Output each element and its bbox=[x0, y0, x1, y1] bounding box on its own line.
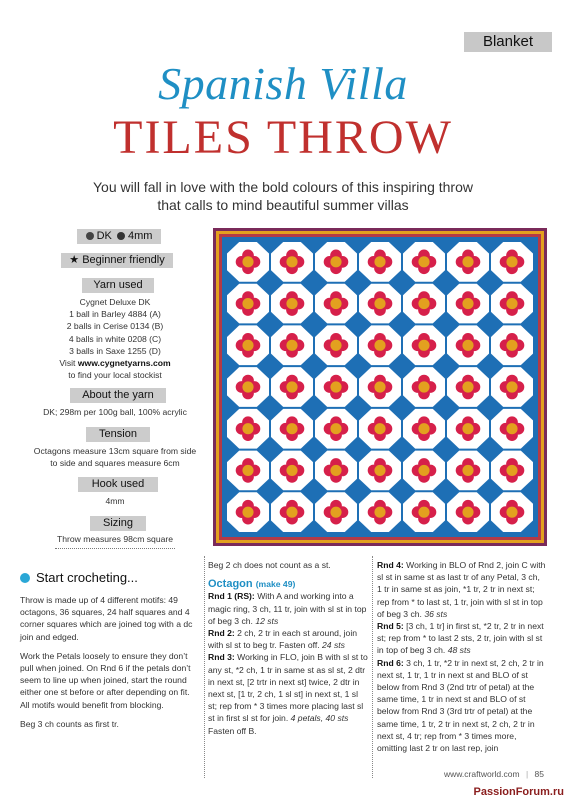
intro-line-1: You will fall in love with the bold colours of this inspiring throw bbox=[92, 179, 473, 195]
round-3: Rnd 3: Working in FLO, join B with sl st to any st, *2 ch, 1 tr in same st as sl st, 2 dtr in next st, [2 trtr in next st] twice, 2 dtr in next st, [1 tr, 2 ch, 1 sl st] in next st, 1 sl st; rep from * 3 times more placing last sl st in first sl st for join. 4 petals, 40 sts bbox=[208, 652, 368, 724]
round-6: Rnd 6: 3 ch, 1 tr, *2 tr in next st, 2 ch, 2 tr in next st, 1 tr, 1 tr in next st and BLO of st below from Rnd 3 (2nd trtr of petal) at the same time, 1 tr in next st and BLO of st below from Rnd 3 (3rd trtr of petal) at the same time, 1 tr, 2 tr in next st, 2 ch, 2 tr in next st, 4 tr; rep from * 3 times more, omitting last 2 tr on last rep, join bbox=[377, 657, 544, 754]
round-5: Rnd 5: [3 ch, 1 tr] in first st, *2 tr, 2 tr in next st; rep from * to last 2 sts, 2 tr, join with sl st in top of beg 3 ch. 48 sts bbox=[377, 621, 544, 656]
flower-center bbox=[374, 381, 385, 392]
yarn-line: 3 balls in Saxe 1255 (D) bbox=[69, 345, 161, 356]
flower-center bbox=[242, 465, 253, 476]
flower-center bbox=[330, 340, 341, 351]
start-column bbox=[20, 594, 198, 737]
flower-center bbox=[286, 423, 297, 434]
flower-center bbox=[374, 423, 385, 434]
star-icon: ★ bbox=[69, 254, 80, 266]
hook-icon bbox=[117, 232, 125, 240]
round-4: Rnd 4: Working in BLO of Rnd 2, join C with sl st in same st as last tr of any Petal, 3 ch, 1 tr in same st as join, *1 tr, 2 tr in next st; rep from * to last st, 1 tr, join with sl st in top of beg 3 ch. 36 sts bbox=[377, 560, 546, 619]
flower-center bbox=[506, 340, 517, 351]
flower-center bbox=[374, 298, 385, 309]
flower-center bbox=[286, 465, 297, 476]
flower-center bbox=[286, 381, 297, 392]
flower-center bbox=[506, 381, 517, 392]
yarn-used-heading: Yarn used bbox=[82, 278, 154, 293]
weight-value: DK bbox=[96, 230, 112, 242]
flower-center bbox=[242, 381, 253, 392]
tension-text bbox=[20, 445, 210, 469]
section-tag: Blanket bbox=[464, 32, 552, 52]
yarn-ball-icon bbox=[86, 232, 94, 240]
yarn-used-list bbox=[20, 296, 210, 381]
middle-p0: Beg 2 ch does not count as a st. bbox=[208, 560, 331, 570]
tension-line-2: to side and squares measure 6cm bbox=[50, 458, 180, 469]
flower-center bbox=[242, 423, 253, 434]
flower-center bbox=[506, 465, 517, 476]
flower-center bbox=[418, 256, 429, 267]
flower-center bbox=[506, 256, 517, 267]
flower-center bbox=[374, 507, 385, 518]
flower-center bbox=[462, 381, 473, 392]
flower-center bbox=[330, 381, 341, 392]
yarn-line: 1 ball in Barley 4884 (A) bbox=[69, 309, 161, 320]
flower-center bbox=[330, 507, 341, 518]
divider-dotted bbox=[55, 548, 175, 549]
flower-center bbox=[506, 298, 517, 309]
hook-used-heading: Hook used bbox=[78, 477, 158, 492]
flower-center bbox=[330, 465, 341, 476]
blanket-photo bbox=[213, 228, 547, 546]
blanket-illustration bbox=[213, 228, 547, 546]
flower-center bbox=[418, 507, 429, 518]
sizing-text: Throw measures 98cm square bbox=[56, 534, 174, 544]
flower-center bbox=[418, 381, 429, 392]
page-number: 85 bbox=[534, 769, 544, 779]
flower-center bbox=[418, 298, 429, 309]
column-divider bbox=[204, 556, 205, 778]
flower-center bbox=[286, 298, 297, 309]
yarn-line: 4 balls in white 0208 (C) bbox=[68, 333, 162, 344]
flower-center bbox=[374, 256, 385, 267]
level-bar bbox=[61, 253, 173, 268]
stockist-link[interactable]: www.cygnetyarns.com bbox=[77, 358, 171, 369]
flower-center bbox=[242, 298, 253, 309]
yarn-line: 2 balls in Cerise 0134 (B) bbox=[66, 321, 164, 332]
start-p3: Beg 3 ch counts as first tr. bbox=[20, 718, 119, 729]
flower-center bbox=[462, 423, 473, 434]
column-divider bbox=[372, 556, 373, 778]
flower-center bbox=[286, 340, 297, 351]
flower-center bbox=[330, 423, 341, 434]
round-1: Rnd 1 (RS): With A and working into a magic ring, 3 ch, 11 tr, join with sl st in top of beg 3 ch. 12 sts bbox=[208, 591, 367, 626]
flower-center bbox=[462, 298, 473, 309]
flower-center bbox=[242, 256, 253, 267]
intro bbox=[60, 178, 506, 214]
round-2: Rnd 2: 2 ch, 2 tr in each st around, join with sl st to beg tr. Fasten off. 24 sts bbox=[208, 628, 358, 651]
footer-separator: | bbox=[525, 769, 529, 779]
flower-center bbox=[462, 465, 473, 476]
flower-center bbox=[286, 507, 297, 518]
watermark: PassionForum.ru bbox=[473, 786, 564, 798]
flower-center bbox=[462, 256, 473, 267]
start-heading: Start crocheting... bbox=[20, 570, 138, 585]
flower-center bbox=[418, 340, 429, 351]
footer-site[interactable]: www.craftworld.com bbox=[443, 769, 520, 779]
about-yarn-text: DK; 298m per 100g ball, 100% acrylic bbox=[43, 407, 187, 417]
tension-heading: Tension bbox=[86, 427, 150, 442]
bullet-icon bbox=[20, 573, 30, 583]
visit-suffix: to find your local stockist bbox=[68, 370, 162, 381]
flower-center bbox=[242, 507, 253, 518]
start-p1: Throw is made up of 4 different motifs: 49 octagons, 36 squares, 24 half squares and 4 corner squares which are joined tog with a dc join and edged. bbox=[20, 595, 193, 642]
flower-center bbox=[462, 507, 473, 518]
about-yarn-heading: About the yarn bbox=[70, 388, 166, 403]
middle-column bbox=[208, 559, 368, 737]
octagon-heading: Octagon (make 49) bbox=[208, 578, 296, 591]
flower-center bbox=[374, 465, 385, 476]
spec-bar bbox=[77, 229, 161, 244]
fasten-off: Fasten off B. bbox=[208, 725, 257, 736]
right-column bbox=[377, 559, 547, 754]
flower-center bbox=[286, 256, 297, 267]
flower-center bbox=[462, 340, 473, 351]
flower-center bbox=[418, 465, 429, 476]
start-p2: Work the Petals loosely to ensure they don’t pull when joined. On Rnd 6 if the petals don’t seem to line up when joined, start the round either one st before or after depending on fit. All motifs would benefit from blocking. bbox=[20, 650, 191, 710]
flower-center bbox=[330, 298, 341, 309]
level-value: Beginner friendly bbox=[82, 254, 165, 266]
footer bbox=[330, 769, 544, 779]
flower-center bbox=[506, 423, 517, 434]
visit-line: Visit www.cygnetyarns.com bbox=[59, 358, 171, 369]
flower-center bbox=[374, 340, 385, 351]
hook-value: 4mm bbox=[128, 230, 153, 242]
hook-used-text: 4mm bbox=[105, 496, 125, 506]
sizing-heading: Sizing bbox=[90, 516, 146, 531]
flower-center bbox=[506, 507, 517, 518]
flower-center bbox=[242, 340, 253, 351]
title-line-1: Spanish Villa bbox=[158, 58, 408, 109]
yarn-line: Cygnet Deluxe DK bbox=[79, 297, 151, 307]
flower-center bbox=[418, 423, 429, 434]
flower-center bbox=[330, 256, 341, 267]
intro-line-2: that calls to mind beautiful summer villas bbox=[157, 197, 409, 213]
title-line-2: TILES THROW bbox=[113, 111, 453, 164]
tension-line-1: Octagons measure 13cm square from side bbox=[33, 446, 197, 456]
